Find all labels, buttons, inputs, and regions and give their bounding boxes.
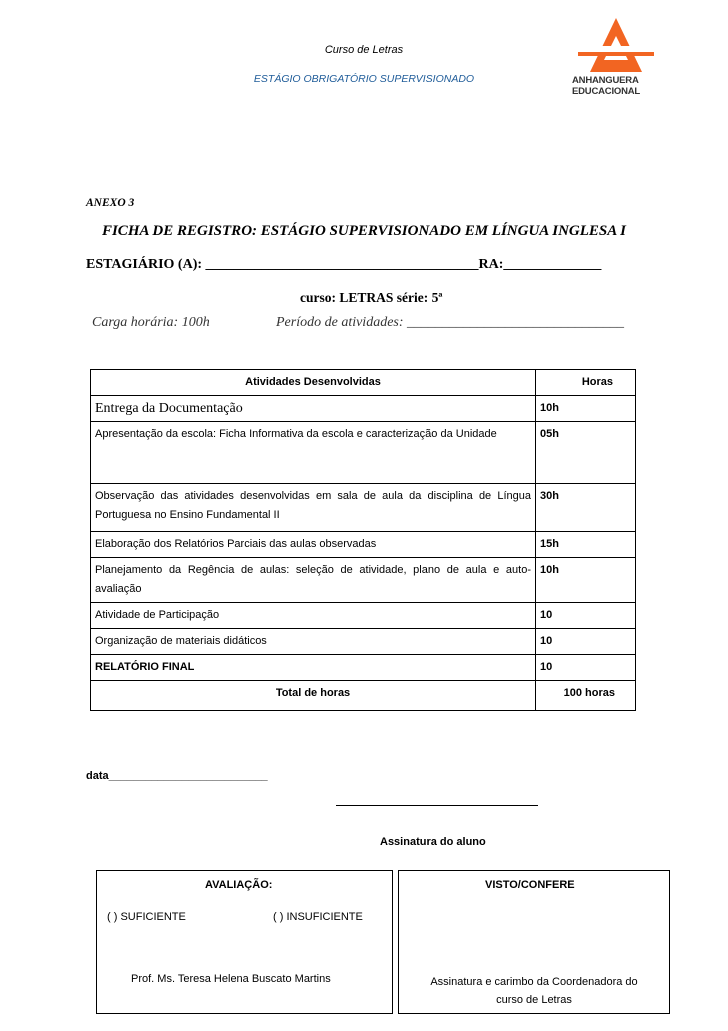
form-title: FICHA DE REGISTRO: ESTÁGIO SUPERVISIONADO EM LÍNGUA INGLESA I <box>101 223 627 239</box>
activity-period: Período de atividades: _______________________________ <box>276 315 625 330</box>
option-sufficient[interactable]: ( ) SUFICIENTE <box>107 911 186 923</box>
logo-text: ANHANGUERA EDUCACIONAL <box>572 75 640 97</box>
table-row: Elaboração dos Relatórios Parciais das aulas observadas 15h <box>91 532 636 558</box>
total-row <box>91 681 636 711</box>
evaluation-box <box>96 870 393 1014</box>
activities-table <box>90 369 636 711</box>
total-value: 100 horas <box>536 681 636 711</box>
intern-field: ESTAGIÁRIO (A): _______________________________________RA:______________ <box>86 257 602 272</box>
evaluation-title: AVALIAÇÃO: <box>205 879 273 891</box>
table-row: Observação das atividades desenvolvidas em sala de aula da disciplina de Língua Portuguesa no Ensino Fundamental II 30h <box>91 484 636 532</box>
internship-subtitle: ESTÁGIO OBRIGATÓRIO SUPERVISIONADO <box>253 73 475 85</box>
table-row: Entrega da Documentação 10h <box>91 396 636 422</box>
col-activities: Atividades Desenvolvidas <box>91 370 536 396</box>
total-label: Total de horas <box>91 681 536 711</box>
option-insufficient[interactable]: ( ) INSUFICIENTE <box>273 911 363 923</box>
date-field: data__________________________ <box>86 770 268 782</box>
professor-name: Prof. Ms. Teresa Helena Buscato Martins <box>131 973 331 985</box>
table-header-row <box>91 370 636 396</box>
table-row: Planejamento da Regência de aulas: seleção de atividade, plano de aula e auto-avaliação 10h <box>91 558 636 603</box>
course-series: curso: LETRAS série: 5ª <box>300 290 443 305</box>
table-row: RELATÓRIO FINAL 10 <box>91 655 636 681</box>
table-row: Organização de materiais didáticos 10 <box>91 629 636 655</box>
coordinator-signature: Assinatura e carimbo da Coordenadora do curso de Letras <box>430 976 638 1006</box>
course-header: Curso de Letras <box>324 44 404 56</box>
review-box <box>398 870 670 1014</box>
col-hours: Horas <box>536 370 636 396</box>
signature-line <box>336 805 538 806</box>
table-row: Apresentação da escola: Ficha Informativa da escola e caracterização da Unidade 05h <box>91 422 636 484</box>
student-signature-label: Assinatura do aluno <box>380 836 486 848</box>
workload: Carga horária: 100h <box>92 315 210 330</box>
annex-label: ANEXO 3 <box>86 197 135 209</box>
table-row: Atividade de Participação 10 <box>91 603 636 629</box>
review-title: VISTO/CONFERE <box>485 879 575 891</box>
